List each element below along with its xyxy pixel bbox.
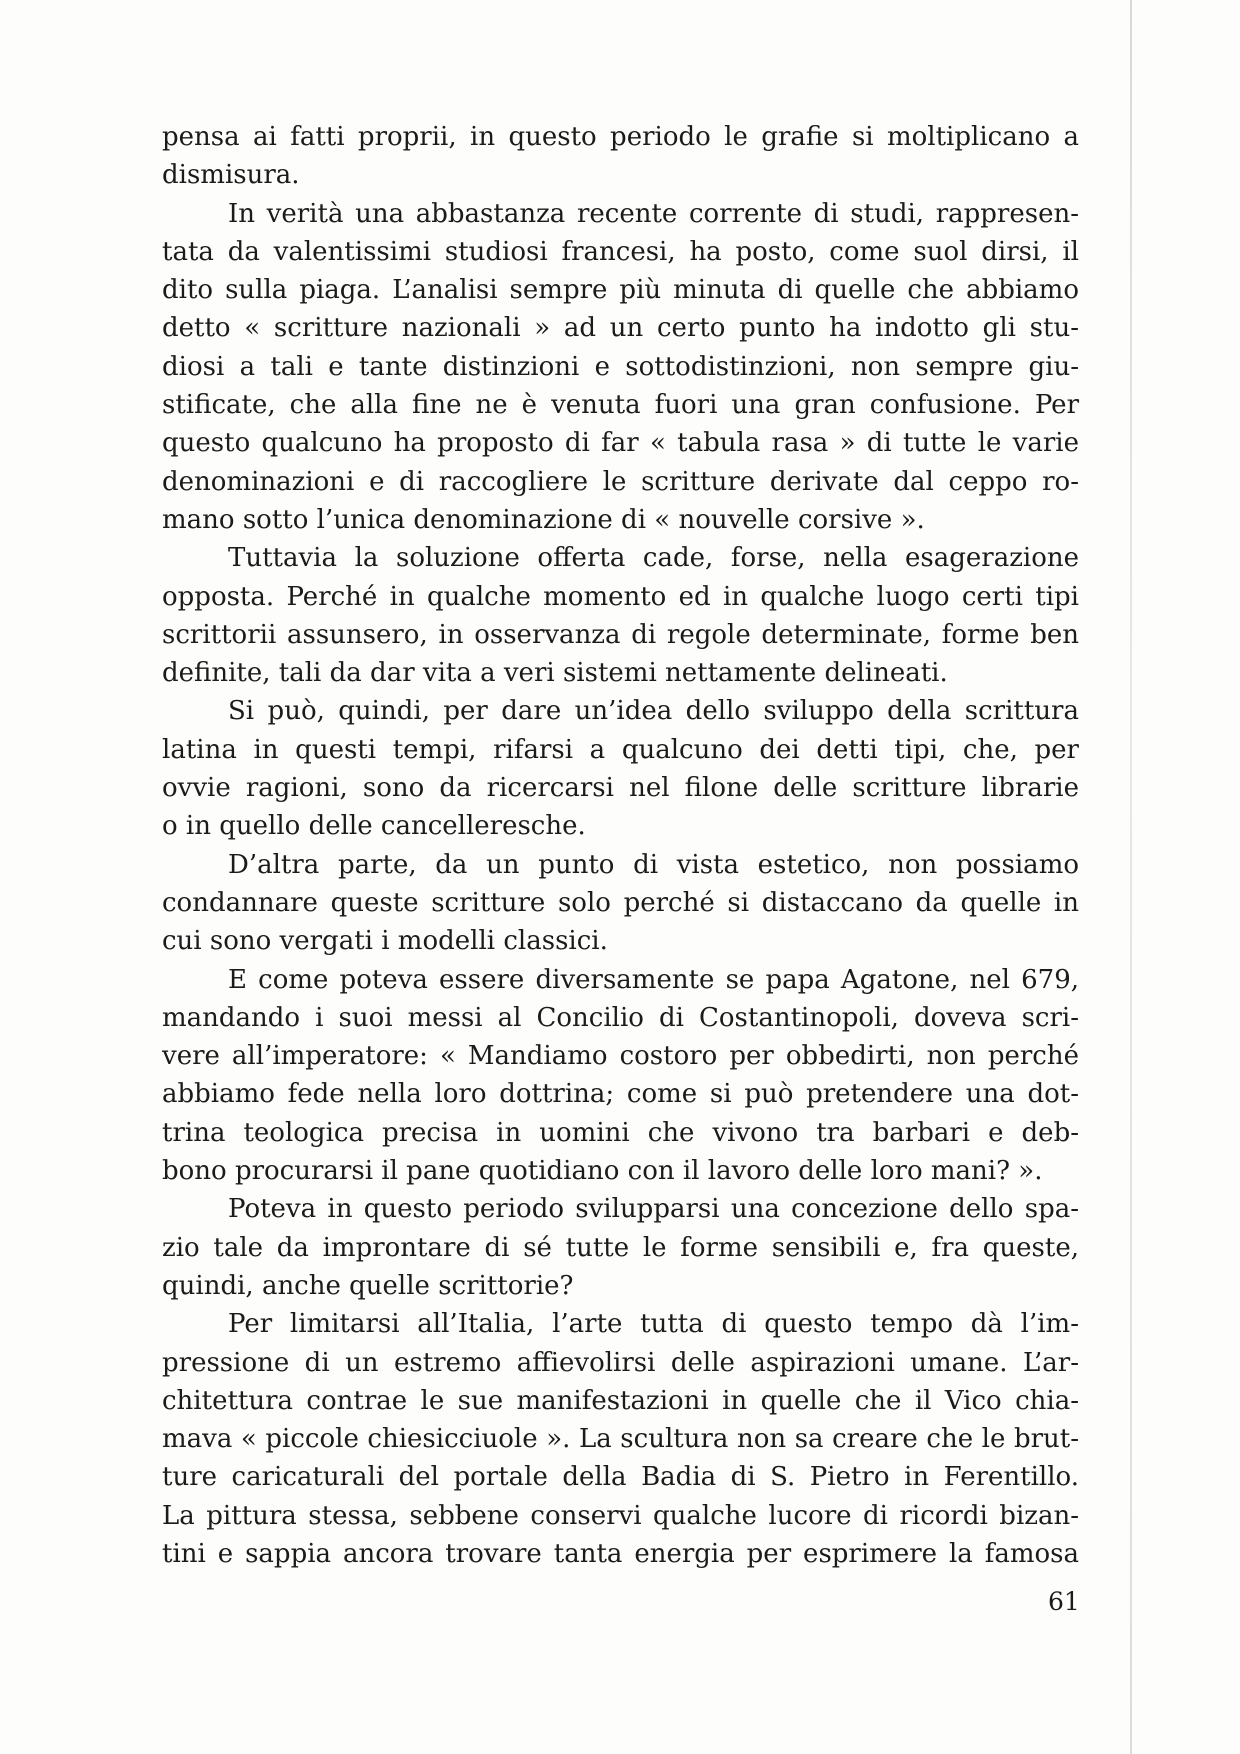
text-line: diosi a tali e tante distinzioni e sottodistinzioni, non sempre giu- (162, 351, 1079, 382)
text-line: definite, tali da dar vita a veri sistemi nettamente delineati. (162, 658, 948, 689)
text-line: E come poteva essere diversamente se papa Agatone, nel 679, (228, 964, 1079, 995)
text-line: Tuttavia la soluzione offerta cade, forse, nella esagerazione (228, 543, 1079, 574)
text-line: condannare queste scritture solo perché si distaccano da quelle in (162, 887, 1079, 918)
text-line: opposta. Perché in qualche momento ed in qualche luogo certi tipi (162, 581, 1079, 612)
body-text (162, 118, 1079, 1573)
text-line: Per limitarsi all’Italia, l’arte tutta di questo tempo dà l’im- (228, 1309, 1079, 1340)
text-line: cui sono vergati i modelli classici. (162, 926, 608, 957)
text-line: detto « scritture nazionali » ad un certo punto ha indotto gli stu- (162, 313, 1079, 344)
text-line: dismisura. (162, 160, 300, 191)
page-edge-shadow (1130, 0, 1132, 1754)
text-line: La pittura stessa, sebbene conservi qualche lucore di ricordi bizan- (162, 1500, 1079, 1531)
text-line: abbiamo fede nella loro dottrina; come si può pretendere una dot- (162, 1079, 1079, 1110)
text-line: Si può, quindi, per dare un’idea dello sviluppo della scrittura (228, 696, 1079, 727)
text-line: quindi, anche quelle scrittorie? (162, 1270, 574, 1301)
text-line: mano sotto l’unica denominazione di « nouvelle corsive ». (162, 504, 925, 535)
text-line: scrittorii assunsero, in osservanza di regole determinate, forme ben (162, 619, 1079, 650)
text-line: questo qualcuno ha proposto di far « tabula rasa » di tutte le varie (162, 428, 1079, 459)
text-line: chitettura contrae le sue manifestazioni in quelle che il Vico chia- (162, 1385, 1079, 1416)
text-line: pensa ai fatti proprii, in questo periodo le grafie si moltiplicano a (162, 122, 1079, 152)
text-line: denominazioni e di raccogliere le scritture derivate dal ceppo ro- (162, 466, 1079, 497)
text-line: latina in questi tempi, rifarsi a qualcuno dei detti tipi, che, per (162, 734, 1079, 765)
text-line: dito sulla piaga. L’analisi sempre più minuta di quelle che abbiamo (162, 275, 1079, 306)
text-line: vere all’imperatore: « Mandiamo costoro per obbedirti, non perché (162, 1041, 1079, 1072)
text-line: mandando i suoi messi al Concilio di Costantinopoli, doveva scri- (162, 1002, 1079, 1033)
text-line: mava « piccole chiesicciuole ». La scultura non sa creare che le brut- (162, 1424, 1079, 1455)
text-line: zio tale da improntare di sé tutte le forme sensibili e, fra queste, (162, 1232, 1079, 1263)
text-line: o in quello delle cancelleresche. (162, 811, 586, 842)
text-line: bono procurarsi il pane quotidiano con il lavoro delle loro mani? ». (162, 1156, 1043, 1187)
text-line: In verità una abbastanza recente corrente di studi, rappresen- (228, 198, 1079, 229)
text-line: tata da valentissimi studiosi francesi, ha posto, come suol dirsi, il (162, 236, 1079, 267)
text-line: ture caricaturali del portale della Badia di S. Pietro in Ferentillo. (162, 1462, 1079, 1493)
page-number: 61 (1048, 1587, 1080, 1616)
text-line: trina teologica precisa in uomini che vivono tra barbari e deb- (162, 1117, 1079, 1148)
text-line: D’altra parte, da un punto di vista estetico, non possiamo (228, 849, 1079, 880)
text-line: pressione di un estremo affievolirsi delle aspirazioni umane. L’ar- (162, 1347, 1079, 1378)
text-line: tini e sappia ancora trovare tanta energia per esprimere la famosa (162, 1538, 1079, 1569)
text-line: stificate, che alla fine ne è venuta fuori una gran confusione. Per (162, 390, 1079, 421)
text-line: Poteva in questo periodo svilupparsi una concezione dello spa- (228, 1194, 1079, 1225)
text-line: ovvie ragioni, sono da ricercarsi nel filone delle scritture librarie (162, 773, 1079, 804)
